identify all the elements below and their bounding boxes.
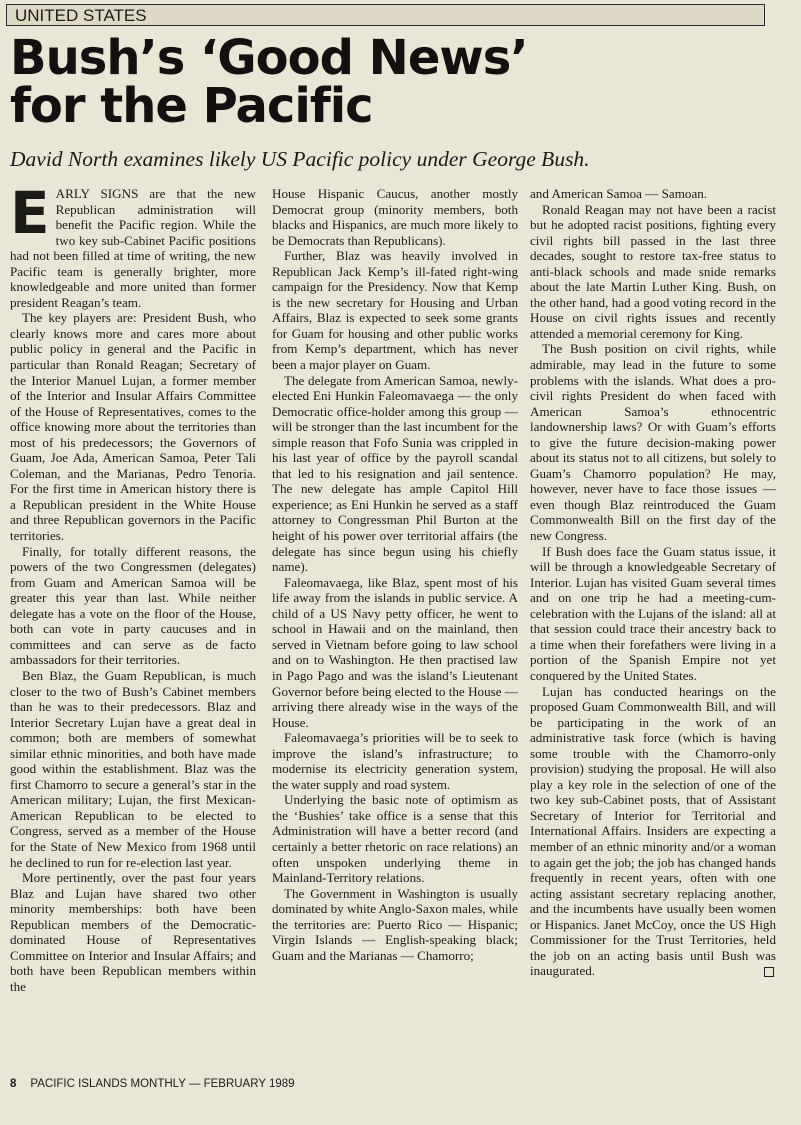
paragraph: Further, Blaz was heavily involved in Republican Jack Kemp’s ill-fated right-wing campaign for the Presidency. Now that Kemp is the new secretary for Housing and Urban Affairs, Blaz is expected to seek some grants for Guam for housing and other public works from Kemp’s department, which has never been a major player on Guam. <box>272 248 518 373</box>
standfirst: David North examines likely US Pacific policy under George Bush. <box>10 147 590 171</box>
article-column-3 <box>530 186 776 979</box>
section-label: UNITED STATES <box>6 4 765 26</box>
article-column-2 <box>272 186 518 963</box>
paragraph: Faleomavaega’s priorities will be to seek to improve the island’s infrastructure; to modernise its electricity generation system, the water supply and road system. <box>272 730 518 792</box>
last-paragraph <box>530 684 776 979</box>
publication-line: PACIFIC ISLANDS MONTHLY — FEBRUARY 1989 <box>30 1078 295 1090</box>
page-footer <box>10 1078 410 1090</box>
paragraph: House Hispanic Caucus, another mostly Democrat group (minority members, both blacks and Hispanics, are much more likely to be Democrats than Republicans). <box>272 186 518 248</box>
drop-cap: E <box>10 179 50 247</box>
article-column-1 <box>10 179 256 994</box>
paragraph: Faleomavaega, like Blaz, spent most of his life away from the islands in public service. A child of a US Navy petty officer, he went to school in Hawaii and on the mainland, then served in Vietnam before going to law school and on to Washington. He then practised law in Pago Pago and was the island’s Lieutenant Governor before being elected to the House — arriving there already wise in the ways of the House. <box>272 574 518 730</box>
paragraph: and American Samoa — Samoan. <box>530 186 708 201</box>
paragraph: The key players are: President Bush, who clearly knows more and cares more about public policy in general and the Pacific in particular than Ronald Reagan; Secretary of the Interior Manuel Lujan, a former member of the Interior and Insular Affairs Committee of the House of Representatives, comes to the office knowing more about the territories than most of his predecessors; the Governors of Guam, Joe Ada, American Samoa, Peter Tali Coleman, and the Marianas, Pedro Tenoria. For the first time in American history there is a Republican president in the White House and three Republican governors in the Pacific territories. <box>10 310 256 544</box>
paragraph: Ben Blaz, the Guam Republican, is much closer to the two of Bush’s Cabinet members than he was to their predecessors. Blaz and Interior Secretary Lujan have a great deal in common; both are members of somewhat similar ethnic minorities, and both have made good within the establishment. Blaz was the first Chamorro to secure a general’s star in the American military; Lujan, the first Mexican-American Republican to be elected to Congress, served as a member of the House for the State of New Mexico from 1968 until he declined to run for re-election last year. <box>10 667 256 870</box>
paragraph-text: Lujan has conducted hearings on the proposed Guam Commonwealth Bill, and will be participating in the work of an administrative task force (which is having some trouble with the Chamorro-only provision) studying the proposal. He will also play a key role in the selection of one of the two key sub-Cabinet posts, that of Assistant Secretary of Interior for Territorial and International Affairs. Insiders are expecting a member of an ethnic minority and/or a woman to again get the job; the job has changed hands frequently in recent years, often with one acting assistant secretary replacing another, and the incumbents have usually been women or Hispanics. Janet McCoy, once the US High Commissioner for the Trust Territories, held the job on an acting basis until Bush was inaugurated. <box>530 683 776 979</box>
paragraph: ARLY SIGNS are that the new Republican administration will benefit the Pacific region. While the two key sub-Cabinet Pacific positions had not been filled at time of writing, the new Pacific team is generally brighter, more knowledgeable and more united than former president Reagan’s team. <box>10 186 256 310</box>
paragraph: The Bush position on civil rights, while admirable, may lead in the future to some problems with the islands. What does a pro-civil rights President do when faced with American Samoa’s ethnocentric landownership laws? Or with Guam’s efforts to give the future decision-making power about its status not to all citizens, but solely to Guam’s Chamorro population? He may, however, never have to face those issues — even though Blaz reintroduced the Guam Commonwealth Bill on the first day of the new Congress. <box>530 341 776 544</box>
end-mark-icon <box>764 967 774 977</box>
page-number: 8 <box>10 1078 17 1090</box>
paragraph: If Bush does face the Guam status issue, it will be through a knowledgeable Secretary of Interior. Lujan has visited Guam several times and on one trip he had a meeting-cum-celebration with the Lujans of the island: all at that session could trace their ancestry back to a time when their forefathers were living in a portion of the Spanish Empire not yet conquered by the United States. <box>530 543 776 683</box>
paragraph: Finally, for totally different reasons, the powers of the two Congressmen (delegates) from Guam and American Samoa will be greater this year than last. While neither delegate has a vote on the floor of the House, both can vote in party caucuses and in committees and can serve as de facto ambassadors for their territories. <box>10 543 256 668</box>
paragraph: More pertinently, over the past four years Blaz and Lujan have shared two other minority memberships: both have been Republican members of the Democratic-dominated House of Representatives Committee on Interior and Insular Affairs; and both have been Republican members within the <box>10 870 256 994</box>
paragraph: Underlying the basic note of optimism as the ‘Bushies’ take office is a sense that this Administration will have a better record (and certainly a better rhetoric on race relations) an often unspoken underlying theme in Mainland-Territory relations. <box>272 792 518 886</box>
headline-line-1: Bush’s ‘Good News’ <box>10 30 528 86</box>
headline <box>10 30 750 134</box>
headline-line-2: for the Pacific <box>10 78 373 134</box>
paragraph: Ronald Reagan may not have been a racist but he adopted racist positions, fighting every civil rights bill passed in the last three decades, sought to restore tax-free status to anti-black schools and made snide remarks about the late Martin Luther King. Bush, on the other hand, had a good voting record in the House on civil rights issues and recently attended a memorial ceremony for King. <box>530 201 776 341</box>
paragraph: The Government in Washington is usually dominated by white Anglo-Saxon males, while the territories are: Puerto Rico — Hispanic; Virgin Islands — English-speaking black; Guam and the Marianas — Chamorro; <box>272 885 518 963</box>
paragraph: The delegate from American Samoa, newly-elected Eni Hunkin Faleomavaega — the only Democratic office-holder among this group — will be stronger than the last incumbent for the simple reason that Fofo Sunia was crippled in his last year of office by the payroll scandal that led to his resignation and jail sentence. The new delegate has ample Capitol Hill experience; as Eni Hunkin he served as a staff attorney to Congressman Phil Burton at the height of his power over territorial affairs (the delegate has since begun using his chiefly name). <box>272 372 518 575</box>
